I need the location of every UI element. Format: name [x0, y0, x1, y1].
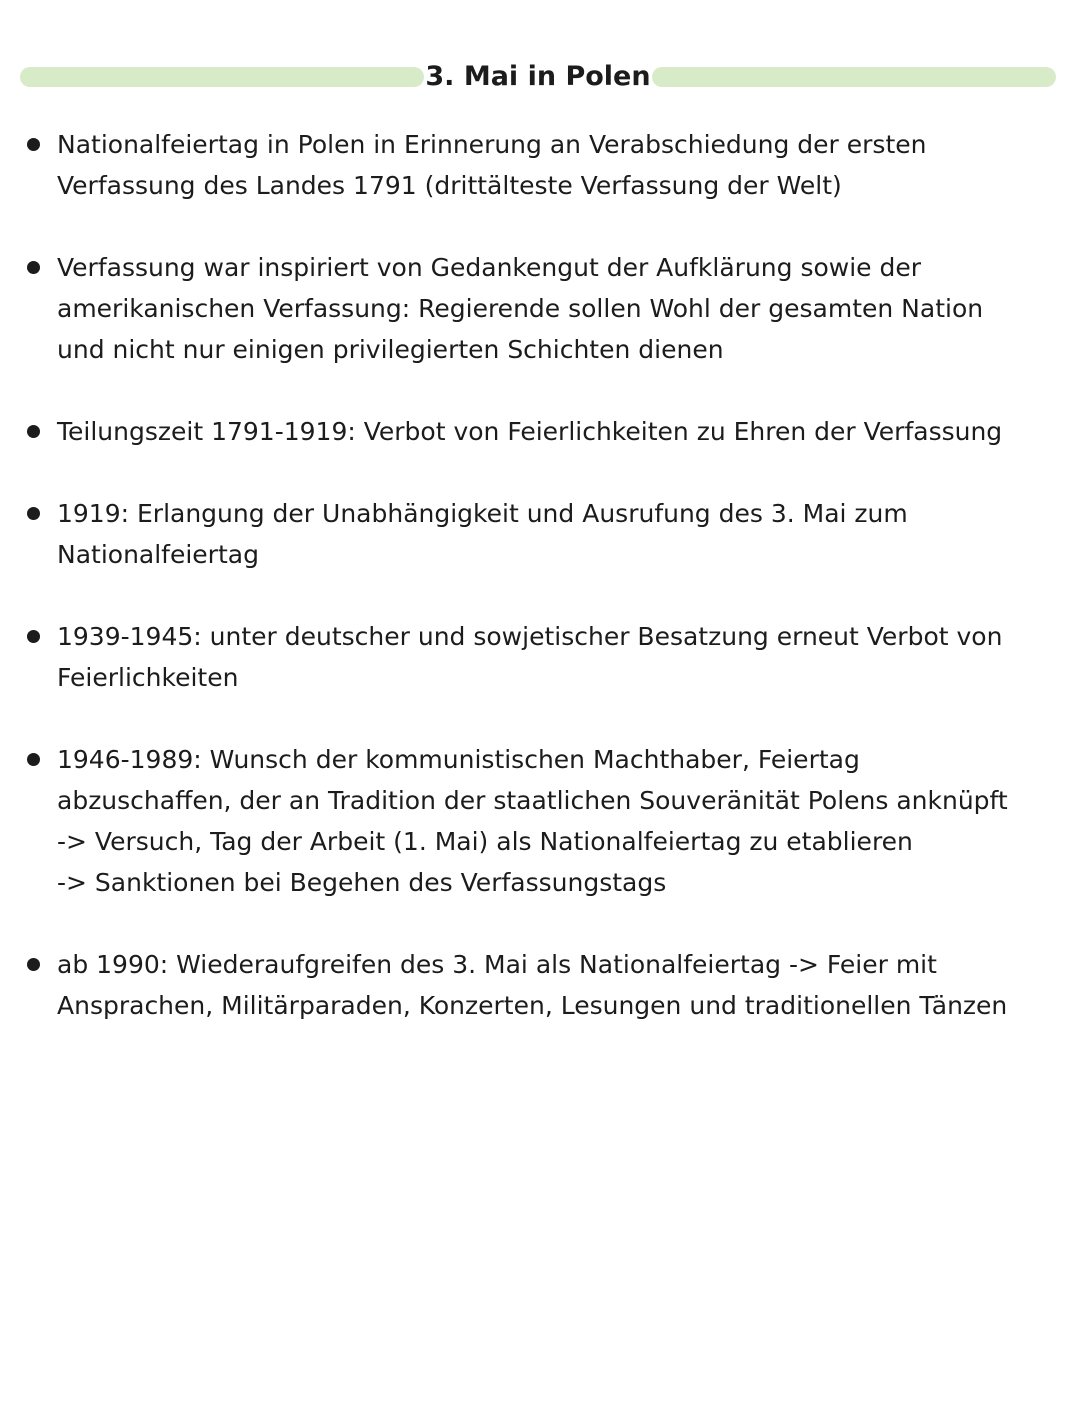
bullet-line: Teilungszeit 1791-1919: Verbot von Feierlichkeiten zu Ehren der Verfassung: [57, 417, 1003, 446]
bullet-line: Nationalfeiertag: [57, 540, 259, 569]
bullet-line: 1946-1989: Wunsch der kommunistischen Machthaber, Feiertag: [57, 745, 860, 774]
bullet-list: [27, 124, 1057, 1067]
bullet-line: Verfassung des Landes 1791 (drittälteste Verfassung der Welt): [57, 171, 842, 200]
bullet-dot-icon: [27, 138, 40, 151]
bullet-item-independence-1919: [27, 493, 1057, 575]
bullet-item-since-1990: [27, 944, 1057, 1026]
bullet-line: abzuschaffen, der an Tradition der staatlichen Souveränität Polens anknüpft: [57, 786, 1008, 815]
bullet-dot-icon: [27, 261, 40, 274]
bullet-line: Verfassung war inspiriert von Gedankengut der Aufklärung sowie der: [57, 253, 922, 282]
bullet-line: Nationalfeiertag in Polen in Erinnerung an Verabschiedung der ersten: [57, 130, 927, 159]
bullet-line: -> Versuch, Tag der Arbeit (1. Mai) als Nationalfeiertag zu etablieren: [57, 827, 913, 856]
bullet-line: 1919: Erlangung der Unabhängigkeit und Ausrufung des 3. Mai zum: [57, 499, 908, 528]
bullet-line: und nicht nur einigen privilegierten Schichten dienen: [57, 335, 724, 364]
bullet-line: 1939-1945: unter deutscher und sowjetischer Besatzung erneut Verbot von: [57, 622, 1003, 651]
bullet-dot-icon: [27, 958, 40, 971]
page-title: 3. Mai in Polen: [425, 61, 651, 92]
bullet-line: Feierlichkeiten: [57, 663, 239, 692]
bullet-item-occupation: [27, 616, 1057, 698]
bullet-item-enlightenment: [27, 247, 1057, 370]
title-row: [20, 55, 1056, 99]
bullet-dot-icon: [27, 507, 40, 520]
bullet-dot-icon: [27, 425, 40, 438]
title-decoration-left: [20, 67, 424, 87]
bullet-line: Ansprachen, Militärparaden, Konzerten, Lesungen und traditionellen Tänzen: [57, 991, 1008, 1020]
bullet-item-constitution-1791: [27, 124, 1057, 206]
bullet-line: -> Sanktionen bei Begehen des Verfassungstags: [57, 868, 667, 897]
bullet-dot-icon: [27, 630, 40, 643]
bullet-item-partition: [27, 411, 1057, 452]
bullet-item-communist-era: [27, 739, 1057, 903]
title-decoration-right: [652, 67, 1056, 87]
bullet-line: ab 1990: Wiederaufgreifen des 3. Mai als Nationalfeiertag -> Feier mit: [57, 950, 937, 979]
bullet-line: amerikanischen Verfassung: Regierende sollen Wohl der gesamten Nation: [57, 294, 984, 323]
bullet-dot-icon: [27, 753, 40, 766]
